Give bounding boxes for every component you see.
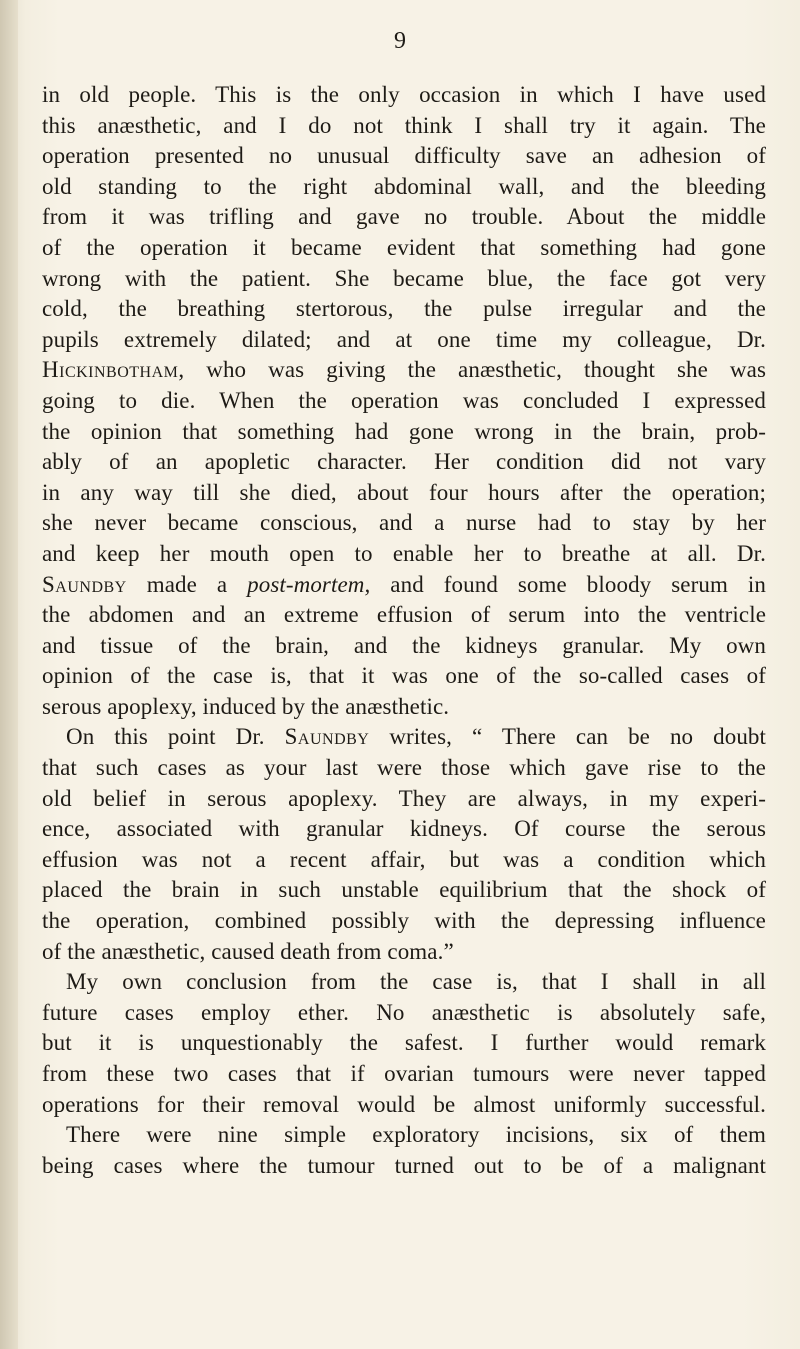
text-line: operations for their removal would be almost uniformly successful.: [42, 1091, 766, 1117]
text-line: There were nine simple exploratory incisions, six of them: [66, 1122, 766, 1148]
text-line: but it is unquestionably the safest. I further would remark: [42, 1030, 766, 1056]
text-line: old standing to the right abdominal wall, and the bleeding: [42, 173, 766, 199]
text-line: effusion was not a recent affair, but was a condition which: [42, 846, 766, 872]
text-line: she never became conscious, and a nurse had to stay by her: [42, 510, 766, 536]
text-line: pupils extremely dilated; and at one time my colleague, Dr.: [42, 326, 766, 352]
text-line: ence, associated with granular kidneys. Of course the serous: [42, 816, 766, 842]
text-line: going to die. When the operation was concluded I expressed: [42, 387, 766, 413]
text-line: being cases where the tumour turned out to be of a malignant: [42, 1152, 766, 1178]
body-text: [42, 80, 766, 1181]
text-line: future cases employ ether. No anæsthetic is absolutely safe,: [42, 999, 766, 1025]
text-line: and keep her mouth open to enable her to breathe at all. Dr.: [42, 540, 766, 566]
text-line: this anæsthetic, and I do not think I shall try it again. The: [42, 112, 766, 138]
text-line: in any way till she died, about four hours after the operation;: [42, 479, 766, 505]
text-line: of the operation it became evident that something had gone: [42, 234, 766, 260]
text-line: serous apoplexy, induced by the anæsthetic.: [42, 693, 450, 719]
italic-post-mortem: post-mortem,: [247, 571, 371, 597]
text-line: My own conclusion from the case is, that I shall in all: [66, 969, 766, 995]
text-line: opinion of the case is, that it was one of the so-called cases of: [42, 663, 766, 689]
text-line: in old people. This is the only occasion in which I have used: [42, 82, 766, 107]
page-gutter-shadow: [0, 0, 18, 1349]
text-line: the abdomen and an extreme effusion of serum into the ventricle: [42, 602, 766, 628]
text-line: old belief in serous apoplexy. They are always, in my experi-: [42, 785, 766, 811]
text-line: the operation, combined possibly with the depressing influence: [42, 908, 766, 934]
text-line: cold, the breathing stertorous, the pulse irregular and the: [42, 296, 766, 322]
text-line: from it was trifling and gave no trouble. About the middle: [42, 204, 766, 230]
text-line: of the anæsthetic, caused death from coma.”: [42, 938, 454, 964]
text-line: Saundby made a post-mortem, and found some bloody serum in: [42, 571, 766, 597]
name-hickinbotham: Hickinbotham: [42, 357, 179, 383]
text-line: that such cases as your last were those which gave rise to the: [42, 755, 766, 781]
text-line: operation presented no unusual difficulty save an adhesion of: [42, 143, 766, 169]
page-number: 9: [394, 28, 406, 54]
text-line: and tissue of the brain, and the kidneys granular. My own: [42, 632, 766, 658]
text-line: placed the brain in such unstable equilibrium that the shock of: [42, 877, 766, 903]
text-line: ably of an apopletic character. Her condition did not vary: [42, 449, 766, 475]
text-line: Hickinbotham, who was giving the anæsthetic, thought she was: [42, 357, 766, 383]
name-saundby: Saundby: [284, 724, 370, 750]
text-line: wrong with the patient. She became blue, the face got very: [42, 265, 766, 291]
text-line: On this point Dr. Saundby writes, “ There can be no doubt: [66, 724, 767, 750]
text-line: the opinion that something had gone wrong in the brain, prob-: [42, 418, 766, 444]
text-line: from these two cases that if ovarian tumours were never tapped: [42, 1061, 766, 1086]
name-saundby: Saundby: [42, 571, 127, 597]
